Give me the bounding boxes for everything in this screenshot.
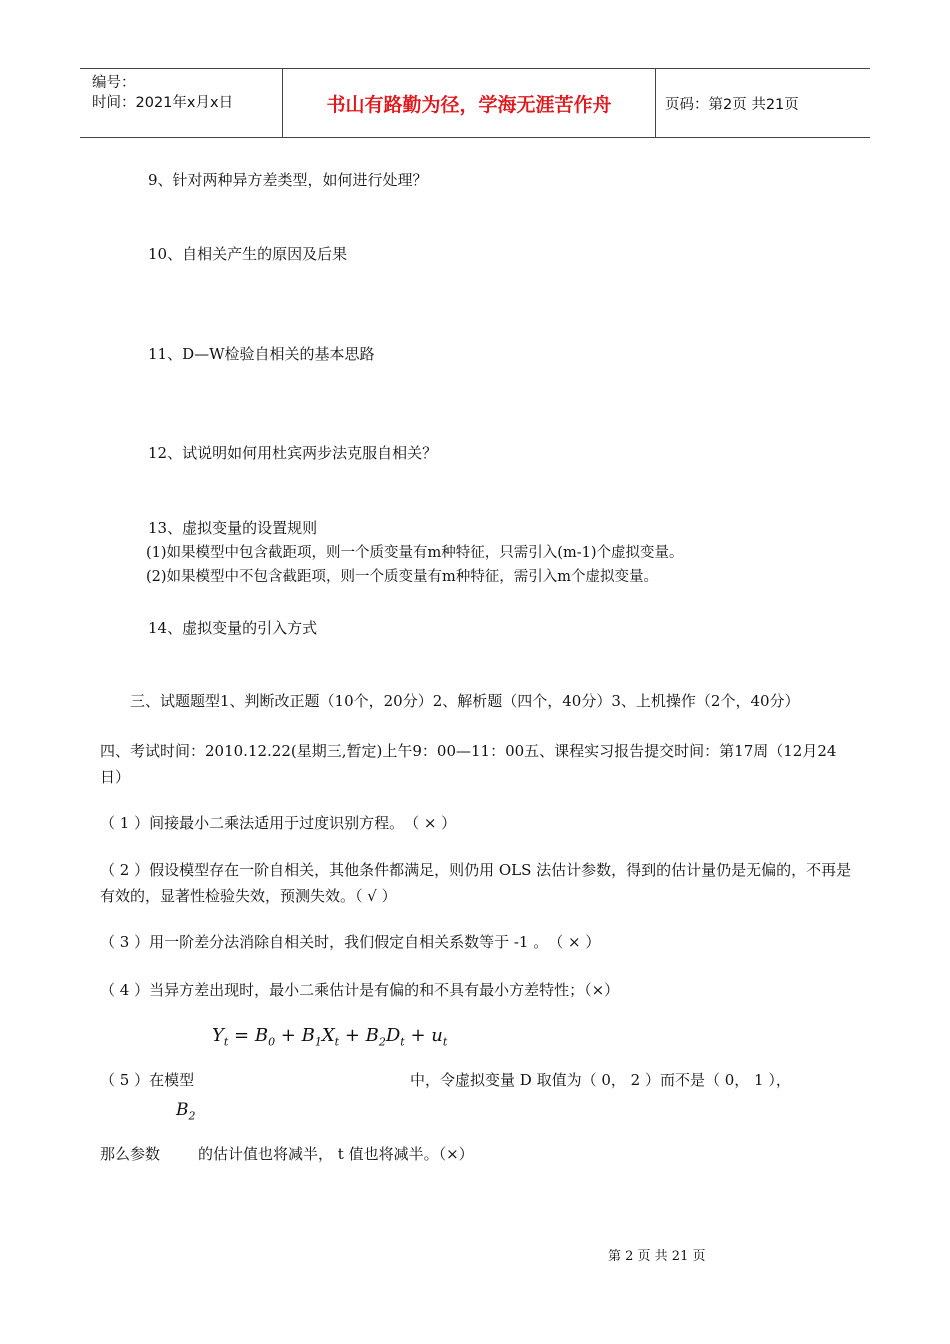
- header-motto: 书山有路勤为径，学海无涯苦作舟: [326, 93, 612, 116]
- page-footer: 第 2 页 共 21 页: [608, 1249, 706, 1264]
- question-11: 11、D—W检验自相关的基本思路: [148, 345, 375, 363]
- serial-label: 编号：: [92, 75, 136, 91]
- header-page-info: 页码：第2页 共21页: [665, 97, 799, 113]
- header-divider: [655, 69, 656, 137]
- page-header: [80, 68, 870, 138]
- exam-section-3: 三、试题题型1、判断改正题（10个，20分）2、解析题（四个，40分）3、上机操作（2个，40分）: [100, 692, 800, 710]
- date-label: 时间：2021年x月x日: [92, 95, 234, 111]
- parameter-b2: $B_2$: [176, 1100, 196, 1123]
- judgment-5-end: 的估计值也将减半， t 值也将减半。（×）: [198, 1145, 474, 1163]
- judgment-3: （ 3 ）用一阶差分法消除自相关时，我们假定自相关系数等于 -1 。 （ × ）: [100, 933, 601, 951]
- question-12: 12、试说明如何用杜宾两步法克服自相关？: [148, 444, 438, 462]
- judgment-5-middle: 中，令虚拟变量 D 取值为（ 0， 2 ）而不是（ 0， 1 ），: [410, 1071, 791, 1089]
- judgment-5-start: （ 5 ）在模型: [100, 1071, 195, 1089]
- model-formula: $Y_t = B_0 + B_1X_t + B_2D_t + u_t$: [212, 1025, 448, 1049]
- question-9: 9、针对两种异方差类型，如何进行处理？: [148, 171, 428, 189]
- question-13-rule-1: (1)如果模型中包含截距项，则一个质变量有m种特征，只需引入(m-1)个虚拟变量。: [146, 545, 684, 561]
- question-13-rule-2: (2)如果模型中不包含截距项，则一个质变量有m种特征，需引入m个虚拟变量。: [146, 569, 659, 585]
- header-meta: [92, 73, 233, 113]
- judgment-1: （ 1 ）间接最小二乘法适用于过度识别方程。 （ × ）: [100, 814, 457, 832]
- judgment-4: （ 4 ）当异方差出现时，最小二乘估计是有偏的和不具有最小方差特性；（×）: [100, 981, 620, 999]
- judgment-5-lead: 那么参数: [100, 1145, 161, 1163]
- exam-section-4: 四、考试时间：2010.12.22(星期三,暂定)上午9：00—11：00五、课程实习报告提交时间：第17周（12月24日）: [100, 742, 837, 786]
- question-14: 14、虚拟变量的引入方式: [148, 619, 318, 637]
- question-13: 13、虚拟变量的设置规则: [148, 519, 318, 537]
- question-10: 10、自相关产生的原因及后果: [148, 245, 348, 263]
- judgment-2: （ 2 ）假设模型存在一阶自相关，其他条件都满足，则仍用 OLS 法估计参数，得到的估计量仍是无偏的，不再是有效的，显著性检验失效，预测失效。（ √ ）: [100, 861, 852, 905]
